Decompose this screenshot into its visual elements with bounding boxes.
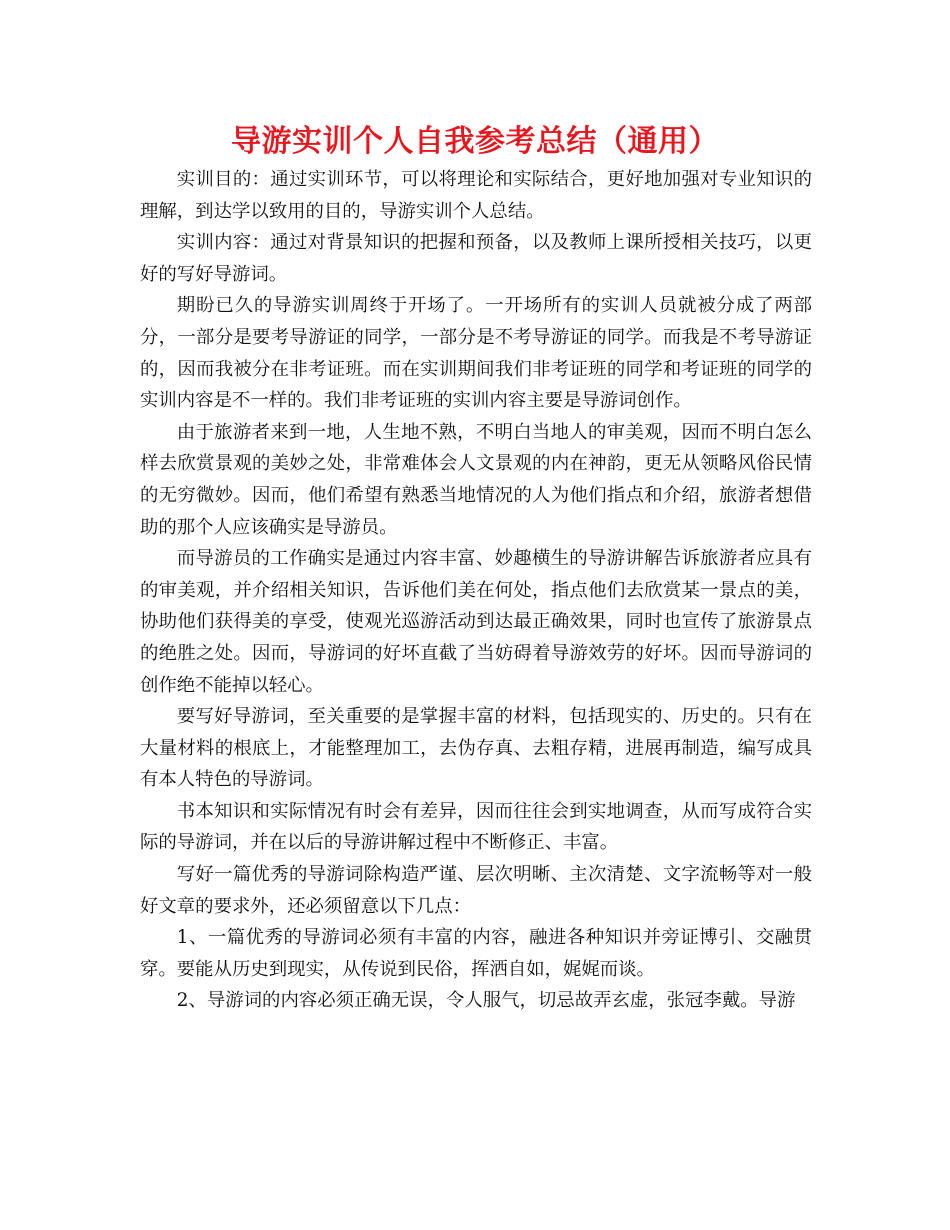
paragraph-point-1: 1、一篇优秀的导游词必须有丰富的内容，融进各种知识并旁证博引、交融贯穿。要能从历史到现实，从传说到民俗，挥洒自如，娓娓而谈。	[140, 927, 812, 980]
paragraph-point-2: 2、导游词的内容必须正确无误，令人服气，切忌故弄玄虚，张冠李戴。导游	[176, 990, 796, 1012]
paragraph-training-week: 期盼已久的导游实训周终于开场了。一开场所有的实训人员就被分成了两部分，一部分是要考导游证的同学，一部分是不考导游证的同学。而我是不考导游证的，因而我被分在非考证班。而在实训期间我们非考证班的同学和考证班的同学的实训内容是不一样的。我们非考证班的实训内容主要是导游词创作。	[140, 295, 812, 412]
paragraph-requirements: 写好一篇优秀的导游词除构造严谨、层次明晰、主次清楚、文字流畅等对一般好文章的要求外，还必须留意以下几点：	[140, 864, 812, 917]
paragraph-purpose: 实训目的：通过实训环节，可以将理论和实际结合，更好地加强对专业知识的理解，到达学以致用的目的，导游实训个人总结。	[140, 169, 812, 222]
paragraph-field-research: 书本知识和实际情况有时会有差异，因而往往会到实地调查，从而写成符合实际的导游词，并在以后的导游讲解过程中不断修正、丰富。	[140, 800, 812, 854]
paragraph-tourists: 由于旅游者来到一地，人生地不熟，不明白当地人的审美观，因而不明白怎么样去欣赏景观的美妙之处，非常难体会人文景观的内在神韵，更无从领略风俗民情的无穷微妙。因而，他们希望有熟悉当地情况的人为他们指点和介绍，旅游者想借助的那个人应该确实是导游员。	[140, 421, 812, 538]
document-body	[140, 164, 812, 1017]
paragraph-materials: 要写好导游词，至关重要的是掌握丰富的材料，包括现实的、历史的。只有在大量材料的根底上，才能整理加工，去伪存真、去粗存精，进展再制造，编写成具有本人特色的导游词。	[140, 706, 812, 791]
paragraph-guide-work: 而导游员的工作确实是通过内容丰富、妙趣横生的导游讲解告诉旅游者应具有的审美观，并介绍相关知识，告诉他们美在何处，指点他们去欣赏某一景点的美，协助他们获得美的享受，使观光巡游活动到达最正确效果，同时也宣传了旅游景点的绝胜之处。因而，导游词的好坏直截了当妨碍着导游效劳的好坏。因而导游词的创作绝不能掉以轻心。	[140, 548, 812, 696]
paragraph-content: 实训内容：通过对背景知识的把握和预备，以及教师上课所授相关技巧，以更好的写好导游词。	[140, 232, 812, 285]
document-title: 导游实训个人自我参考总结（通用）	[231, 124, 719, 159]
